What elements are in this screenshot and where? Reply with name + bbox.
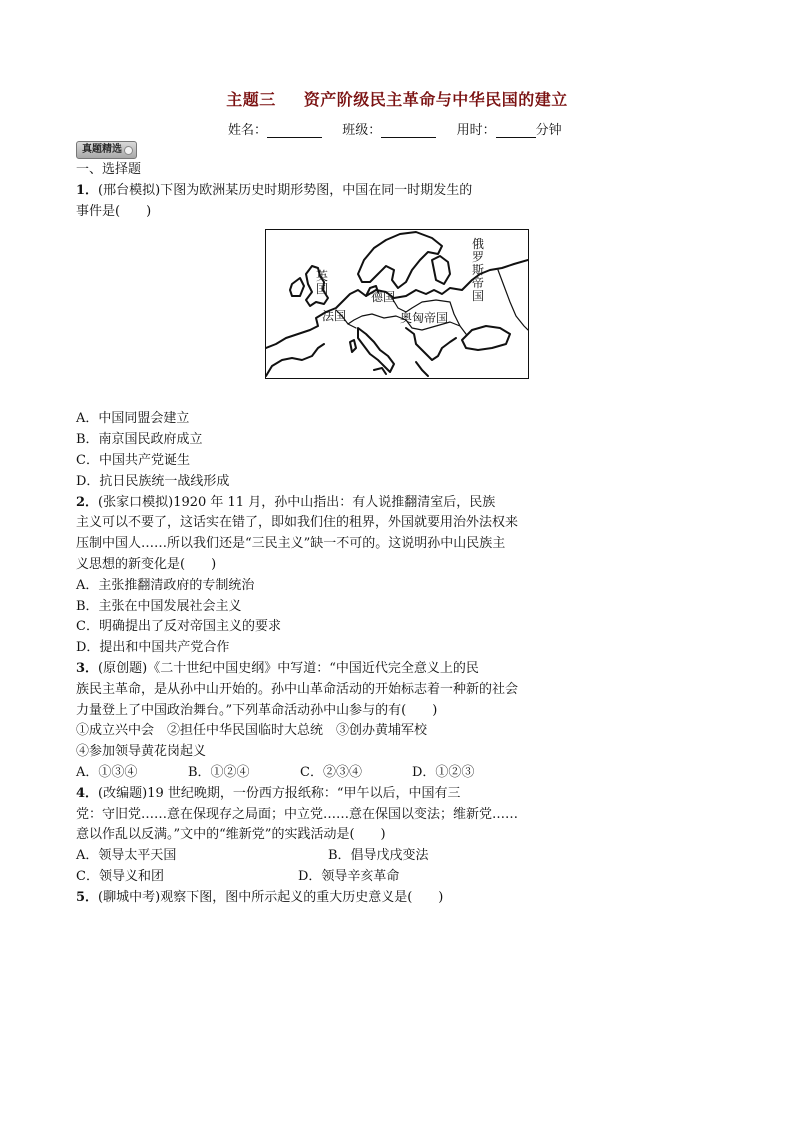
- q5-line: [76, 888, 556, 909]
- europe-map-figure: [265, 229, 529, 379]
- theme-title: 资产阶级民主革命与中华民国的建立: [303, 90, 568, 109]
- scandinavia-shape: [358, 232, 442, 288]
- map-label-germany: 德国: [371, 290, 396, 304]
- class-field[interactable]: [381, 123, 436, 138]
- q3-items: ④参加领导黄花岗起义: [76, 744, 207, 760]
- q3-items: ①成立兴中会 ②担任中华民国临时大总统 ③创办黄埔军校: [76, 723, 428, 739]
- q2-option-b[interactable]: B．主张在中国发展社会主义: [76, 598, 242, 614]
- q5-number: 5．: [76, 889, 99, 905]
- class-label: 班级：: [342, 123, 382, 138]
- q4-option-c[interactable]: C．领导义和团: [76, 868, 164, 884]
- q5-text: (聊城中考)观察下图，图中所示起义的重大历史意义是( ): [98, 889, 444, 905]
- finland-shape: [432, 256, 450, 284]
- sicily-shape: [374, 368, 386, 374]
- q3-option-b[interactable]: B．①②④: [188, 764, 250, 780]
- q1-line: 事件是( ): [76, 203, 152, 219]
- europe-map-outline: [266, 230, 528, 378]
- q3-option-a[interactable]: A．①③④: [76, 764, 138, 780]
- q2-number: 2．: [76, 494, 99, 510]
- q1-number: 1．: [76, 182, 99, 198]
- east-border: [498, 270, 528, 330]
- student-info: [228, 119, 562, 138]
- name-field[interactable]: [267, 123, 322, 138]
- q4-line: 党：守旧党……意在保现存之局面；中立党……意在保国以变法；维新党……: [76, 806, 519, 822]
- map-label-france: 法国: [322, 309, 347, 323]
- section-badge: [76, 141, 137, 159]
- badge-label: 真题精选: [82, 144, 122, 155]
- q1-option-c[interactable]: C．中国共产党诞生: [76, 452, 190, 468]
- time-label: 用时：: [456, 123, 496, 138]
- map-label-austria-hungary: 奥匈帝国: [400, 311, 449, 325]
- ireland-shape: [290, 278, 304, 296]
- q3-text: (原创题)《二十世纪中国史纲》中写道：“中国近代完全意义上的民: [98, 660, 479, 676]
- q2-line: [76, 493, 556, 514]
- q1-text: (邢台模拟)下图为欧洲某历史时期形势图，中国在同一时期发生的: [98, 182, 473, 198]
- q1-option-d[interactable]: D．抗日民族统一战线形成: [76, 473, 230, 489]
- q2-line: 压制中国人……所以我们还是“三民主义”缺一不可的。这说明孙中山民族主: [76, 536, 506, 552]
- map-label-russia: 俄罗斯帝国: [472, 237, 485, 303]
- q2-text: (张家口模拟)1920 年 11 月，孙中山指出：有人说推翻清室后，民族: [98, 494, 496, 510]
- q4-option-b[interactable]: B．倡导戊戌变法: [328, 848, 429, 864]
- q4-options-row: [76, 867, 556, 888]
- q3-option-d[interactable]: D．①②③: [412, 764, 475, 780]
- continent-coast: [266, 260, 528, 348]
- q2-option-c[interactable]: C．明确提出了反对帝国主义的要求: [76, 619, 281, 635]
- map-label-england: 英国: [316, 269, 329, 296]
- q2-option-d[interactable]: D．提出和中国共产党合作: [76, 640, 230, 656]
- q2-line: 义思想的新变化是( ): [76, 556, 217, 572]
- q2-line: 主义可以不要了，这话实在错了，即如我们住的租界，外国就要用治外法权来: [76, 515, 519, 531]
- iberia-shape: [266, 344, 324, 376]
- q4-text: (改编题)19 世纪晚期，一份西方报纸称：“甲午以后，中国有三: [98, 785, 461, 801]
- time-field[interactable]: [496, 123, 536, 138]
- q4-number: 4．: [76, 785, 99, 801]
- q3-option-c[interactable]: C．②③④: [300, 764, 362, 780]
- q3-number: 3．: [76, 660, 99, 676]
- greece-shape: [416, 362, 428, 376]
- q3-options: [76, 763, 556, 784]
- q1-line: [76, 181, 556, 202]
- q4-options-row: [76, 846, 556, 867]
- italy-shape: [358, 328, 394, 372]
- balkans-shape: [406, 328, 456, 360]
- section-heading: 一、选择题: [76, 162, 142, 177]
- q3-line: [76, 659, 556, 680]
- q4-option-d[interactable]: D．领导辛亥革命: [298, 868, 400, 884]
- q1-option-b[interactable]: B．南京国民政府成立: [76, 432, 203, 448]
- q4-line: [76, 784, 556, 805]
- q4-line: 意以作乱以反满。”文中的“维新党”的实践活动是( ): [76, 827, 386, 843]
- q1-option-a[interactable]: A．中国同盟会建立: [76, 411, 190, 427]
- page-title: [0, 87, 794, 110]
- time-unit: 分钟: [535, 123, 562, 138]
- theme-label: 主题三: [226, 90, 276, 109]
- q3-line: 力量登上了中国政治舞台。”下列革命活动孙中山参与的有( ): [76, 702, 438, 718]
- badge-dot-icon: [124, 146, 133, 155]
- q3-line: 族民主革命，是从孙中山开始的。孙中山革命活动的开始标志着一种新的社会: [76, 681, 519, 697]
- q4-option-a[interactable]: A．领导太平天国: [76, 848, 177, 864]
- name-label: 姓名：: [228, 123, 268, 138]
- q2-option-a[interactable]: A．主张推翻清政府的专制统治: [76, 577, 255, 593]
- corsica-shape: [350, 340, 356, 352]
- black-sea-shape: [462, 326, 510, 350]
